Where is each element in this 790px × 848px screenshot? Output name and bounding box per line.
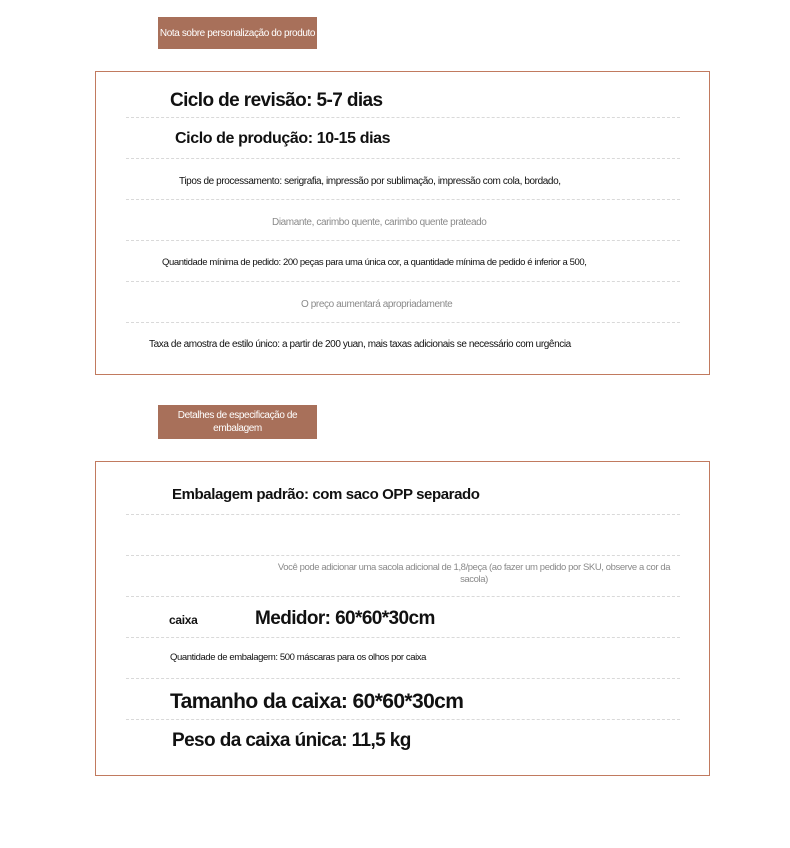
production-cycle-text: Ciclo de produção: 10-15 dias [175, 130, 391, 147]
processing-types-text: Tipos de processamento: serigrafia, impressão por sublimação, impressão com cola, bordado, [179, 176, 561, 187]
packaging-details-box [95, 461, 710, 776]
standard-packaging-text: Embalagem padrão: com saco OPP separado [172, 486, 480, 503]
section-tag-customization: Nota sobre personalização do produto [158, 17, 317, 49]
minimum-order-text: Quantidade mínima de pedido: 200 peças para uma única cor, a quantidade mínima de pedido é inferior a 500, [162, 257, 587, 268]
divider [126, 322, 680, 323]
divider [126, 199, 680, 200]
divider [126, 555, 680, 556]
section-tag-packaging: Detalhes de especificação de embalagem [158, 405, 317, 439]
meter-text: Medidor: 60*60*30cm [255, 608, 435, 629]
divider [126, 719, 680, 720]
divider [126, 678, 680, 679]
processing-types-continued-text: Diamante, carimbo quente, carimbo quente prateado [272, 217, 487, 228]
box-weight-text: Peso da caixa única: 11,5 kg [172, 730, 411, 751]
customization-notes-box [95, 71, 710, 375]
sample-fee-text: Taxa de amostra de estilo único: a partir de 200 yuan, mais taxas adicionais se necessário com urgência [149, 339, 571, 350]
divider [126, 596, 680, 597]
price-increase-text: O preço aumentará apropriadamente [301, 299, 453, 310]
divider [126, 281, 680, 282]
extra-bag-note-text: Você pode adicionar uma sacola adicional de 1,8/peça (ao fazer um pedido por SKU, observe a cor da sacola) [277, 562, 671, 586]
divider [126, 158, 680, 159]
box-size-text: Tamanho da caixa: 60*60*30cm [170, 690, 464, 713]
divider [126, 514, 680, 515]
divider [126, 117, 680, 118]
revision-cycle-text: Ciclo de revisão: 5-7 dias [170, 90, 383, 111]
box-label: caixa [169, 613, 198, 627]
divider [126, 240, 680, 241]
packing-quantity-text: Quantidade de embalagem: 500 máscaras para os olhos por caixa [170, 652, 427, 663]
divider [126, 637, 680, 638]
